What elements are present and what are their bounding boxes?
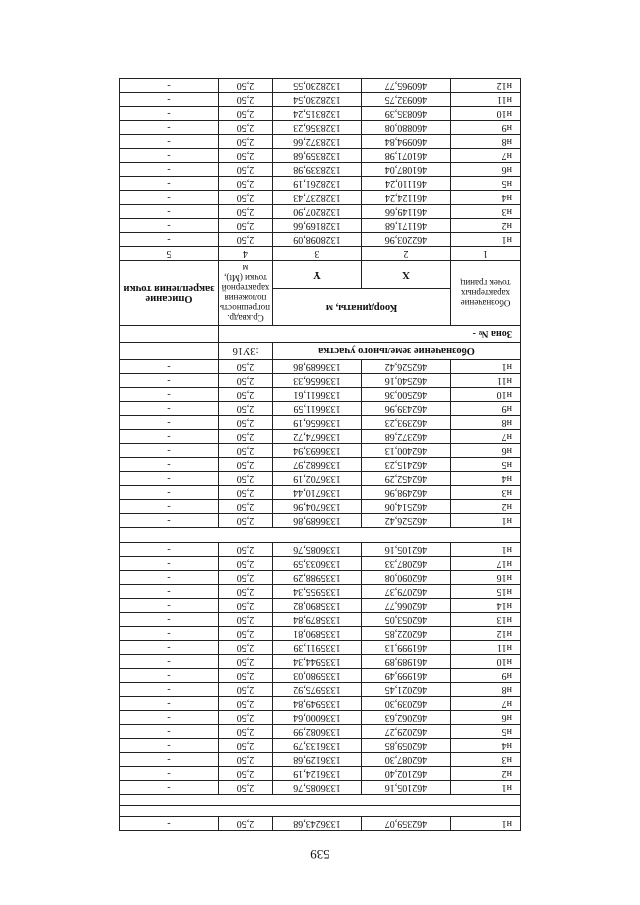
description-value: - (120, 543, 219, 557)
point-label: н1 (451, 514, 521, 528)
table-row (120, 767, 521, 781)
accuracy-value: 2,50 (219, 416, 273, 430)
x-value: 462415,23 (362, 458, 451, 472)
point-label: н5 (451, 458, 521, 472)
accuracy-value: 2,50 (219, 514, 273, 528)
point-label: н12 (451, 627, 521, 641)
coordinates-table-body (120, 79, 521, 831)
col-header-point: Обозначение характерных точек границ (451, 261, 521, 326)
description-value: - (120, 817, 219, 831)
table-row (120, 458, 521, 472)
point-label: н17 (451, 557, 521, 571)
col-header-x: X (362, 261, 451, 289)
description-value: - (120, 599, 219, 613)
coordinates-table (119, 78, 521, 831)
accuracy-value: 2,50 (219, 571, 273, 585)
table-row (120, 817, 521, 831)
table-row (120, 149, 521, 163)
point-label: н3 (451, 753, 521, 767)
description-value: - (120, 205, 219, 219)
y-value: 1328372,66 (273, 135, 362, 149)
table-row (120, 669, 521, 683)
y-value: 1328098,09 (273, 233, 362, 247)
x-value: 462372,68 (362, 430, 451, 444)
y-value: 1328315,24 (273, 107, 362, 121)
accuracy-value: 2,50 (219, 641, 273, 655)
description-value: - (120, 753, 219, 767)
y-value: 1336124,19 (273, 767, 362, 781)
table-row (120, 585, 521, 599)
y-value: 1336129,68 (273, 753, 362, 767)
column-number: 3 (273, 247, 362, 261)
zone-value: - (472, 328, 476, 340)
y-value: 1335890,81 (273, 627, 362, 641)
y-value: 1336710,44 (273, 486, 362, 500)
x-value: 460994,84 (362, 135, 451, 149)
table-row (120, 697, 521, 711)
table-row (120, 93, 521, 107)
point-label: н10 (451, 655, 521, 669)
table-row (120, 205, 521, 219)
point-label: н7 (451, 149, 521, 163)
y-value: 1328237,43 (273, 191, 362, 205)
y-value: 1336243,68 (273, 817, 362, 831)
accuracy-value: 2,50 (219, 585, 273, 599)
table-row (120, 641, 521, 655)
y-value: 1335988,29 (273, 571, 362, 585)
point-label: н11 (451, 374, 521, 388)
col-header-description: Описание закрепления точки (120, 261, 219, 326)
description-value: - (120, 374, 219, 388)
table-row (120, 472, 521, 486)
table-row (120, 402, 521, 416)
accuracy-value: 2,50 (219, 121, 273, 135)
description-value: - (120, 486, 219, 500)
point-label: н11 (451, 641, 521, 655)
x-value: 462021,45 (362, 683, 451, 697)
point-label: н8 (451, 683, 521, 697)
table-row (120, 711, 521, 725)
col-header-accuracy: Ср.квадр. погрешность положения характерной точки (Мt), м (219, 261, 273, 326)
table-row (120, 543, 521, 557)
description-value: - (120, 149, 219, 163)
y-value: 1336689,86 (273, 360, 362, 374)
description-value: - (120, 725, 219, 739)
x-value: 462359,07 (362, 817, 451, 831)
point-label: н10 (451, 107, 521, 121)
table-row (120, 191, 521, 205)
y-value: 1336085,76 (273, 781, 362, 795)
description-value: - (120, 402, 219, 416)
accuracy-value: 2,50 (219, 557, 273, 571)
accuracy-value: 2,50 (219, 402, 273, 416)
description-value: - (120, 416, 219, 430)
x-value: 462039,30 (362, 697, 451, 711)
point-label: н8 (451, 135, 521, 149)
accuracy-value: 2,50 (219, 472, 273, 486)
point-label: н3 (451, 486, 521, 500)
point-label: н1 (451, 233, 521, 247)
y-value: 1336000,64 (273, 711, 362, 725)
accuracy-value: 2,50 (219, 107, 273, 121)
point-label: н10 (451, 388, 521, 402)
x-value: 462500,36 (362, 388, 451, 402)
col-header-coords: Координаты, м (273, 289, 451, 326)
table-row (120, 655, 521, 669)
description-value: - (120, 177, 219, 191)
y-value: 1336674,72 (273, 430, 362, 444)
accuracy-value: 2,50 (219, 149, 273, 163)
accuracy-value: 2,50 (219, 725, 273, 739)
point-label: н2 (451, 219, 521, 233)
y-value: 1335975,92 (273, 683, 362, 697)
table-row (120, 557, 521, 571)
column-number: 5 (120, 247, 219, 261)
table-row (120, 781, 521, 795)
column-number: 1 (451, 247, 521, 261)
point-label: н7 (451, 697, 521, 711)
accuracy-value: 2,50 (219, 711, 273, 725)
x-value: 462062,63 (362, 711, 451, 725)
parcel-code: :ЗУ16 (219, 343, 273, 360)
x-value: 462066,77 (362, 599, 451, 613)
point-label: н14 (451, 599, 521, 613)
page-number: 539 (310, 847, 330, 862)
x-value: 460932,75 (362, 93, 451, 107)
accuracy-value: 2,50 (219, 500, 273, 514)
accuracy-value: 2,50 (219, 817, 273, 831)
x-value: 461110,24 (362, 177, 451, 191)
y-value: 1336611,59 (273, 402, 362, 416)
table-row (120, 739, 521, 753)
point-label: н16 (451, 571, 521, 585)
x-value: 461071,98 (362, 149, 451, 163)
table-row (120, 627, 521, 641)
point-label: н6 (451, 444, 521, 458)
x-value: 461999,13 (362, 641, 451, 655)
y-value: 1328230,54 (273, 93, 362, 107)
y-value: 1336702,19 (273, 472, 362, 486)
table-row (120, 486, 521, 500)
point-label: н4 (451, 739, 521, 753)
description-value: - (120, 135, 219, 149)
description-value: - (120, 191, 219, 205)
table-row (120, 430, 521, 444)
point-label: н1 (451, 781, 521, 795)
accuracy-value: 2,50 (219, 191, 273, 205)
spacer-row (120, 806, 521, 817)
point-label: н13 (451, 613, 521, 627)
x-value: 462105,16 (362, 543, 451, 557)
description-value: - (120, 121, 219, 135)
table-row (120, 388, 521, 402)
accuracy-value: 2,50 (219, 486, 273, 500)
y-value: 1328230,55 (273, 79, 362, 93)
col-header-y: Y (273, 261, 362, 289)
zone-label (219, 326, 521, 343)
spacer-row (120, 795, 521, 806)
description-value: - (120, 444, 219, 458)
x-value: 462498,96 (362, 486, 451, 500)
table-row (120, 135, 521, 149)
description-value: - (120, 557, 219, 571)
x-value: 461087,04 (362, 163, 451, 177)
description-value: - (120, 458, 219, 472)
y-value: 1336656,33 (273, 374, 362, 388)
description-value: - (120, 233, 219, 247)
point-label: н5 (451, 725, 521, 739)
y-value: 1336682,97 (273, 458, 362, 472)
description-value: - (120, 613, 219, 627)
table-row (120, 121, 521, 135)
description-value: - (120, 669, 219, 683)
x-value: 462053,05 (362, 613, 451, 627)
accuracy-value: 2,50 (219, 163, 273, 177)
table-row (120, 599, 521, 613)
accuracy-value: 2,50 (219, 655, 273, 669)
y-value: 1328359,68 (273, 149, 362, 163)
description-value: - (120, 388, 219, 402)
x-value: 461999,49 (362, 669, 451, 683)
accuracy-value: 2,50 (219, 360, 273, 374)
point-label: н4 (451, 191, 521, 205)
accuracy-value: 2,50 (219, 458, 273, 472)
x-value: 461124,24 (362, 191, 451, 205)
description-value: - (120, 571, 219, 585)
x-value: 461149,66 (362, 205, 451, 219)
empty-cell (120, 326, 219, 343)
x-value: 462087,30 (362, 753, 451, 767)
table-row (120, 514, 521, 528)
table-row (120, 613, 521, 627)
zone-row (120, 326, 521, 343)
y-value: 1335955,34 (273, 585, 362, 599)
x-value: 462400,13 (362, 444, 451, 458)
table-row (120, 233, 521, 247)
x-value: 462102,40 (362, 767, 451, 781)
y-value: 1335890,82 (273, 599, 362, 613)
zone-label-text: Зона № (478, 328, 512, 340)
table-row (120, 107, 521, 121)
table-row (120, 500, 521, 514)
description-value: - (120, 781, 219, 795)
x-value: 462079,37 (362, 585, 451, 599)
y-value: 1335944,34 (273, 655, 362, 669)
x-value: 462087,33 (362, 557, 451, 571)
x-value: 462526,42 (362, 360, 451, 374)
description-value: - (120, 767, 219, 781)
point-label: н9 (451, 669, 521, 683)
table-row (120, 416, 521, 430)
x-value: 462540,16 (362, 374, 451, 388)
y-value: 1336704,96 (273, 500, 362, 514)
description-value: - (120, 641, 219, 655)
accuracy-value: 2,50 (219, 669, 273, 683)
accuracy-value: 2,50 (219, 444, 273, 458)
x-value: 462526,42 (362, 514, 451, 528)
table-row (120, 571, 521, 585)
point-label: н15 (451, 585, 521, 599)
accuracy-value: 2,50 (219, 388, 273, 402)
accuracy-value: 2,50 (219, 753, 273, 767)
y-value: 1335980,03 (273, 669, 362, 683)
y-value: 1335911,39 (273, 641, 362, 655)
point-label: н1 (451, 360, 521, 374)
empty-cell (120, 343, 219, 360)
y-value: 1335879,84 (273, 613, 362, 627)
accuracy-value: 2,50 (219, 697, 273, 711)
x-value: 462452,29 (362, 472, 451, 486)
description-value: - (120, 163, 219, 177)
column-number-row (120, 247, 521, 261)
point-label: н2 (451, 500, 521, 514)
table-row (120, 444, 521, 458)
point-label: н9 (451, 121, 521, 135)
accuracy-value: 2,50 (219, 767, 273, 781)
point-label: н12 (451, 79, 521, 93)
table-row (120, 725, 521, 739)
table-row (120, 374, 521, 388)
description-value: - (120, 79, 219, 93)
accuracy-value: 2,50 (219, 205, 273, 219)
table-row (120, 177, 521, 191)
point-label: н8 (451, 416, 521, 430)
y-value: 1328356,23 (273, 121, 362, 135)
parcel-title-row (120, 343, 521, 360)
x-value: 462439,96 (362, 402, 451, 416)
y-value: 1336693,94 (273, 444, 362, 458)
accuracy-value: 2,50 (219, 430, 273, 444)
point-label: н6 (451, 711, 521, 725)
column-number: 2 (362, 247, 451, 261)
description-value: - (120, 627, 219, 641)
y-value: 1336082,99 (273, 725, 362, 739)
description-value: - (120, 585, 219, 599)
description-value: - (120, 430, 219, 444)
accuracy-value: 2,50 (219, 135, 273, 149)
x-value: 461989,89 (362, 655, 451, 669)
x-value: 460835,39 (362, 107, 451, 121)
y-value: 1336133,79 (273, 739, 362, 753)
point-label: н11 (451, 93, 521, 107)
x-value: 462059,85 (362, 739, 451, 753)
point-label: н2 (451, 767, 521, 781)
table-row (120, 683, 521, 697)
y-value: 1335949,84 (273, 697, 362, 711)
point-label: н6 (451, 163, 521, 177)
point-label: н3 (451, 205, 521, 219)
accuracy-value: 2,50 (219, 739, 273, 753)
accuracy-value: 2,50 (219, 613, 273, 627)
y-value: 1336085,76 (273, 543, 362, 557)
y-value: 1328207,90 (273, 205, 362, 219)
description-value: - (120, 93, 219, 107)
table-row (120, 219, 521, 233)
y-value: 1336656,19 (273, 416, 362, 430)
x-value: 462203,96 (362, 233, 451, 247)
accuracy-value: 2,50 (219, 599, 273, 613)
y-value: 1336689,86 (273, 514, 362, 528)
point-label: н5 (451, 177, 521, 191)
x-value: 462393,23 (362, 416, 451, 430)
description-value: - (120, 683, 219, 697)
x-value: 460880,08 (362, 121, 451, 135)
accuracy-value: 2,50 (219, 233, 273, 247)
x-value: 462105,16 (362, 781, 451, 795)
point-label: н4 (451, 472, 521, 486)
x-value: 460965,77 (362, 79, 451, 93)
point-label: н1 (451, 543, 521, 557)
column-header-row (120, 289, 521, 326)
table-row (120, 753, 521, 767)
x-value: 462514,06 (362, 500, 451, 514)
point-label: н7 (451, 430, 521, 444)
accuracy-value: 2,50 (219, 543, 273, 557)
x-value: 462090,08 (362, 571, 451, 585)
y-value: 1328339,98 (273, 163, 362, 177)
accuracy-value: 2,50 (219, 93, 273, 107)
point-label: н9 (451, 402, 521, 416)
description-value: - (120, 739, 219, 753)
description-value: - (120, 219, 219, 233)
y-value: 1328169,66 (273, 219, 362, 233)
y-value: 1328261,19 (273, 177, 362, 191)
accuracy-value: 2,50 (219, 683, 273, 697)
accuracy-value: 2,50 (219, 627, 273, 641)
accuracy-value: 2,50 (219, 219, 273, 233)
description-value: - (120, 107, 219, 121)
table-row (120, 163, 521, 177)
accuracy-value: 2,50 (219, 781, 273, 795)
accuracy-value: 2,50 (219, 79, 273, 93)
accuracy-value: 2,50 (219, 374, 273, 388)
x-value: 461171,68 (362, 219, 451, 233)
x-value: 462022,85 (362, 627, 451, 641)
x-value: 462029,27 (362, 725, 451, 739)
table-row (120, 79, 521, 93)
point-label: н1 (451, 817, 521, 831)
description-value: - (120, 711, 219, 725)
y-value: 1336611,61 (273, 388, 362, 402)
parcel-title: Обозначение земельного участка (273, 343, 521, 360)
description-value: - (120, 472, 219, 486)
table-row (120, 360, 521, 374)
description-value: - (120, 514, 219, 528)
spacer-row (120, 528, 521, 543)
description-value: - (120, 697, 219, 711)
accuracy-value: 2,50 (219, 177, 273, 191)
y-value: 1336033,59 (273, 557, 362, 571)
description-value: - (120, 655, 219, 669)
description-value: - (120, 500, 219, 514)
description-value: - (120, 360, 219, 374)
column-number: 4 (219, 247, 273, 261)
coordinates-document (119, 78, 521, 831)
